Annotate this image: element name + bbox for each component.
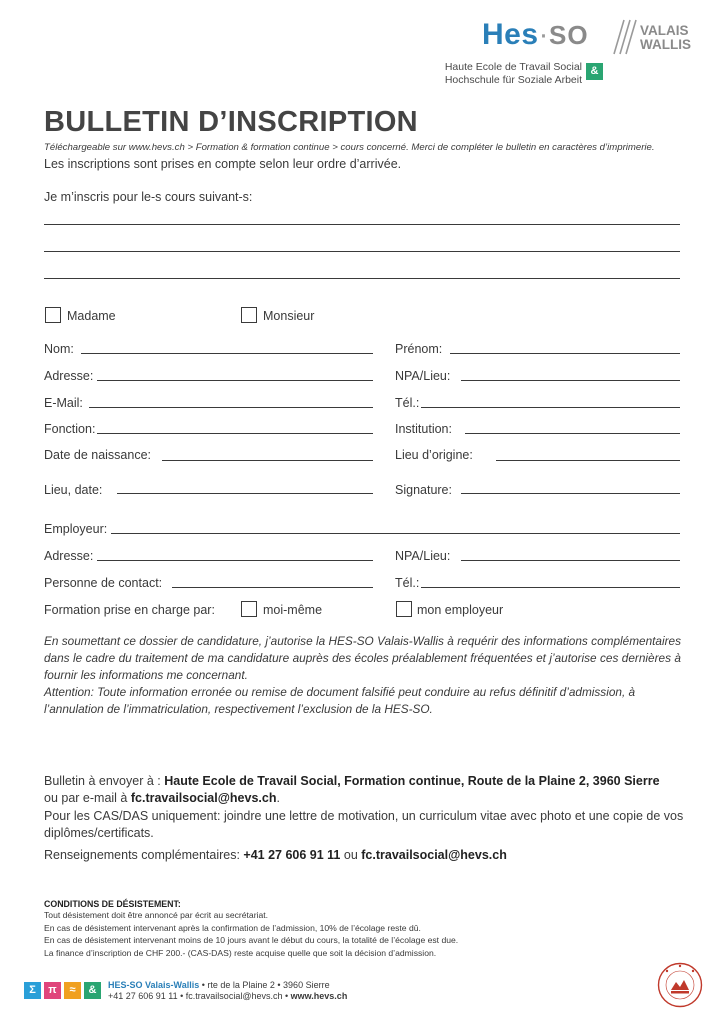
- info-phone[interactable]: +41 27 606 91 11: [243, 848, 341, 862]
- naissance-label: Date de naissance:: [44, 448, 152, 462]
- origine-label: Lieu d’origine:: [395, 448, 473, 462]
- fonction-field[interactable]: [97, 433, 373, 434]
- madame-label: Madame: [67, 309, 116, 323]
- lieu-date-label: Lieu, date:: [44, 483, 103, 497]
- send-email-suffix: .: [276, 791, 280, 805]
- footer-street: • rte de la Plaine 2 • 3960 Sierre: [199, 980, 330, 990]
- page-title: BULLETIN D’INSCRIPTION: [44, 106, 418, 138]
- conditions-line: En cas de désistement intervenant après la confirmation de l’admission, 10% de l’écolage reste dû.: [44, 922, 421, 933]
- conditions-line: Tout désistement doit être annoncé par écrit au secrétariat.: [44, 910, 269, 920]
- madame-checkbox[interactable]: [45, 307, 61, 323]
- nom-label: Nom:: [44, 342, 74, 356]
- school-name-fr: Haute Ecole de Travail Social: [444, 61, 582, 73]
- moi-meme-checkbox[interactable]: [241, 601, 257, 617]
- logo-slashes-icon: [610, 18, 638, 56]
- signature-label: Signature:: [395, 483, 452, 497]
- moi-meme-label: moi-même: [263, 603, 323, 617]
- employeur-label: Employeur:: [44, 522, 108, 536]
- contact-field[interactable]: [172, 587, 373, 588]
- course-input-line-3[interactable]: [44, 278, 680, 279]
- logo-wallis: WALLIS: [640, 37, 691, 52]
- page-subtitle: Téléchargeable sur www.hevs.ch > Formation & formation continue > cours concerné. Merci de compléter le bulletin en caractères d’imprimerie.: [44, 142, 655, 153]
- npa-field[interactable]: [461, 380, 680, 381]
- employer-adresse-label: Adresse:: [44, 549, 94, 563]
- monsieur-checkbox[interactable]: [241, 307, 257, 323]
- footer-address: [108, 980, 347, 1002]
- mon-employeur-label: mon employeur: [417, 603, 504, 617]
- conditions-block: [44, 899, 458, 959]
- npa-label: NPA/Lieu:: [395, 369, 451, 383]
- cas-das-text: Pour les CAS/DAS uniquement: joindre une lettre de motivation, un curriculum vitae avec photo et une copie de vos diplômes/certificats.: [44, 809, 684, 840]
- logo-dot: ·: [538, 18, 550, 51]
- footer-web-link[interactable]: www.hevs.ch: [290, 991, 348, 1001]
- naissance-field[interactable]: [162, 460, 373, 461]
- conditions-line: En cas de désistement intervenant moins de 10 jours avant le début du cours, la totalité de l’écolage est due.: [44, 935, 459, 945]
- footer-org: HES-SO Valais-Wallis: [108, 980, 200, 990]
- approx-icon: ≈: [64, 982, 81, 999]
- course-prompt: Je m’inscris pour le-s cours suivant-s:: [44, 190, 253, 204]
- sigma-icon: Σ: [24, 982, 41, 999]
- adresse-field[interactable]: [97, 380, 373, 381]
- contact-label: Personne de contact:: [44, 576, 163, 590]
- conditions-title: CONDITIONS DE DÉSISTEMENT:: [44, 899, 181, 909]
- institution-field[interactable]: [465, 433, 680, 434]
- employer-npa-label: NPA/Lieu:: [395, 549, 451, 563]
- ampersand-icon: &: [84, 982, 101, 999]
- prenom-label: Prénom:: [395, 342, 443, 356]
- adresse-label: Adresse:: [44, 369, 94, 383]
- prise-en-charge-label: Formation prise en charge par:: [44, 603, 215, 617]
- conditions-line: La finance d’inscription de CHF 200.- (CAS-DAS) reste acquise quelle que soit la décision d’admission.: [44, 947, 437, 958]
- employeur-field[interactable]: [111, 533, 680, 534]
- info-line: [44, 847, 507, 864]
- employer-adresse-field[interactable]: [97, 560, 373, 561]
- signature-field[interactable]: [461, 493, 680, 494]
- employer-tel-label: Tél.:: [395, 576, 420, 590]
- lieu-date-field[interactable]: [117, 493, 373, 494]
- logo-so-text: SO: [549, 20, 589, 50]
- pi-icon: π: [44, 982, 61, 999]
- fonction-label: Fonction:: [44, 422, 96, 436]
- origine-field[interactable]: [496, 460, 680, 461]
- info-prefix: Renseignements complémentaires:: [44, 848, 244, 862]
- info-or: ou: [340, 848, 362, 862]
- send-email-prefix: ou par e-mail à: [44, 791, 131, 805]
- attention-text: Attention: Toute information erronée ou remise de document falsifié peut conduire au refus définitif d’admission, à l’annulation de l’immatriculation, respectivement l’exclusion de la HES-SO.: [44, 685, 636, 716]
- monsieur-label: Monsieur: [263, 309, 315, 323]
- email-field[interactable]: [89, 407, 373, 408]
- employer-npa-field[interactable]: [461, 560, 680, 561]
- tel-label: Tél.:: [395, 396, 420, 410]
- valais-excellence-seal-icon: [657, 962, 703, 1008]
- employer-tel-field[interactable]: [421, 587, 680, 588]
- send-address-block: [44, 773, 684, 807]
- tel-field[interactable]: [421, 407, 680, 408]
- prenom-field[interactable]: [450, 353, 680, 354]
- intro-text: Les inscriptions sont prises en compte selon leur ordre d’arrivée.: [44, 157, 402, 171]
- course-input-line-1[interactable]: [44, 224, 680, 225]
- send-prefix: Bulletin à envoyer à :: [44, 774, 165, 788]
- info-email-link[interactable]: fc.travailsocial@hevs.ch: [361, 848, 507, 862]
- send-address: Haute Ecole de Travail Social, Formation continue, Route de la Plaine 2, 3960 Sierre: [164, 774, 660, 788]
- school-name-de: Hochschule für Soziale Arbeit: [444, 73, 582, 86]
- footer-icons: [24, 982, 101, 999]
- course-input-line-2[interactable]: [44, 251, 680, 252]
- footer-contact: +41 27 606 91 11 • fc.travailsocial@hevs.ch •: [108, 991, 291, 1001]
- logo-amp-icon: &: [586, 63, 603, 80]
- logo-valais: VALAIS: [640, 23, 689, 38]
- email-label: E-Mail:: [44, 396, 83, 410]
- send-email-link[interactable]: fc.travailsocial@hevs.ch: [130, 791, 277, 805]
- mon-employeur-checkbox[interactable]: [396, 601, 412, 617]
- institution-label: Institution:: [395, 422, 452, 436]
- logo-hes-text: Hes: [482, 18, 539, 51]
- nom-field[interactable]: [81, 353, 373, 354]
- consent-text: En soumettant ce dossier de candidature, j’autorise la HES-SO Valais-Wallis à requérir des informations complémentaires dans le cadre du traitement de ma candidature auprès des écoles préalablement fréquentées et j’autorise ces dernières à fournir les informations me concernant.: [44, 634, 681, 682]
